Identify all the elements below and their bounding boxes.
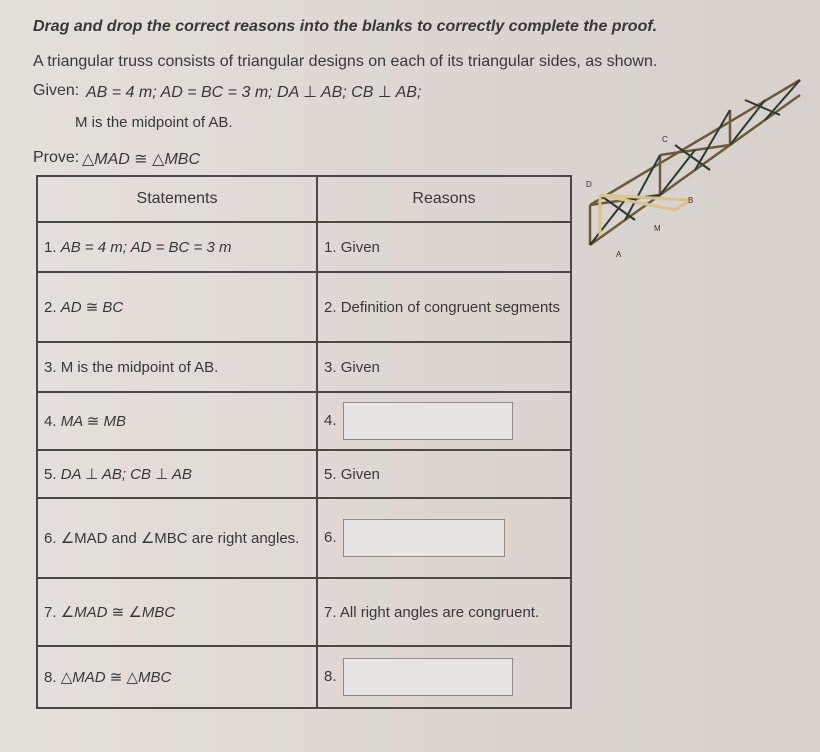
statement-cell: 6. ∠MAD and ∠MBC are right angles. xyxy=(37,498,317,578)
table-row xyxy=(37,222,571,272)
prove-label: Prove: xyxy=(33,149,80,166)
truss-bracing xyxy=(590,80,800,245)
label-c: C xyxy=(662,135,668,144)
reason-4-drop-target[interactable] xyxy=(343,402,513,440)
reason-cell: 1. Given xyxy=(317,222,571,272)
label-m: M xyxy=(654,224,661,233)
given-midpoint: M is the midpoint of AB. xyxy=(75,114,233,131)
reason-cell: 4. xyxy=(317,392,571,450)
reason-8-drop-target[interactable] xyxy=(343,658,513,696)
table-row xyxy=(37,578,571,646)
table-row xyxy=(37,498,571,578)
reason-cell: 7. All right angles are congruent. xyxy=(317,578,571,646)
truss-figure xyxy=(580,75,810,265)
statements-header: Statements xyxy=(37,176,317,222)
truss-beams xyxy=(590,80,800,245)
label-a: A xyxy=(616,250,622,259)
reason-cell: 5. Given xyxy=(317,450,571,498)
given-label: Given: xyxy=(33,82,80,99)
statement-cell: 1. AB = 4 m; AD = BC = 3 m xyxy=(37,222,317,272)
header-row xyxy=(37,176,571,222)
table-row xyxy=(37,646,571,708)
proof-table xyxy=(36,175,572,709)
reason-cell: 3. Given xyxy=(317,342,571,392)
statement-cell: 7. ∠MAD ≅ ∠MBC xyxy=(37,578,317,646)
statement-cell: 2. AD ≅ BC xyxy=(37,272,317,342)
table-row xyxy=(37,342,571,392)
table-row xyxy=(37,392,571,450)
statement-cell: 8. △MAD ≅ △MBC xyxy=(37,646,317,708)
reasons-header: Reasons xyxy=(317,176,571,222)
reason-cell: 8. xyxy=(317,646,571,708)
statement-cell: 5. DA ⊥ AB; CB ⊥ AB xyxy=(37,450,317,498)
intro-text: A triangular truss consists of triangular designs on each of its triangular sides, as shown. xyxy=(33,53,658,70)
reason-6-drop-target[interactable] xyxy=(343,519,505,557)
prove-text: △MAD ≅ △MBC xyxy=(82,151,201,168)
given-text: AB = 4 m; AD = BC = 3 m; DA ⊥ AB; CB ⊥ AB; xyxy=(86,84,422,101)
reason-cell: 2. Definition of congruent segments xyxy=(317,272,571,342)
instructions: Drag and drop the correct reasons into the blanks to correctly complete the proof. xyxy=(33,18,658,35)
table-row xyxy=(37,450,571,498)
statement-cell: 3. M is the midpoint of AB. xyxy=(37,342,317,392)
label-d: D xyxy=(586,180,592,189)
reason-cell: 6. xyxy=(317,498,571,578)
table-row xyxy=(37,272,571,342)
statement-cell: 4. MA ≅ MB xyxy=(37,392,317,450)
label-b: B xyxy=(688,196,694,205)
